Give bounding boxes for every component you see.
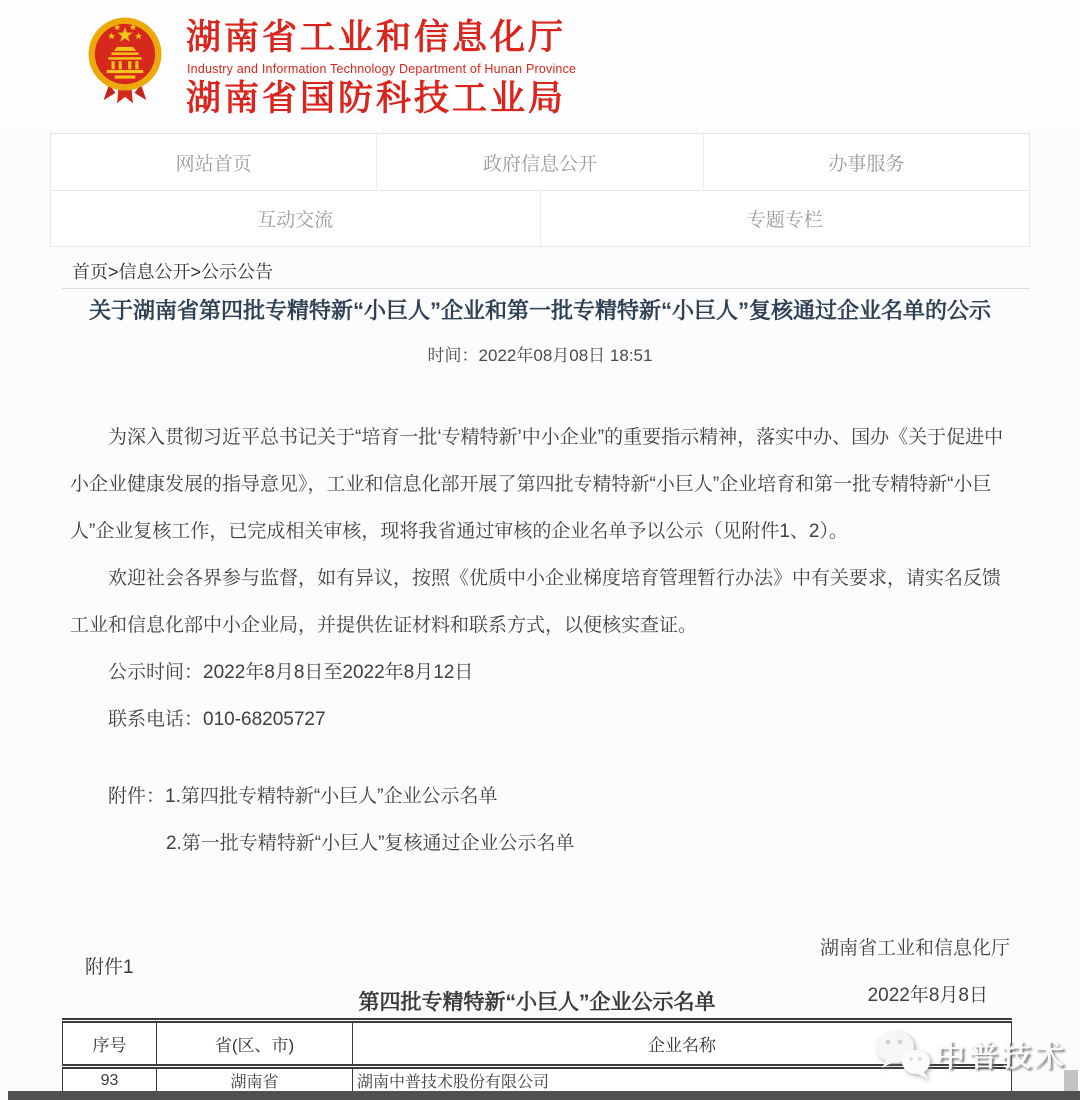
nav-item-gov-info[interactable]: 政府信息公开 — [376, 134, 702, 190]
paragraph-1: 为深入贯彻习近平总书记关于“培育一批‘专精特新’中小企业”的重要指示精神，落实中办、国办《关于促进中小企业健康发展的指导意见》，工业和信息化部开展了第四批专精特新“小巨人”企业培育和第一批专精特新“小巨人”企业复核工作，已完成相关审核，现将我省通过审核的企业名单予以公示（见附件1、2）。 — [70, 427, 1004, 542]
org2-title: 湖南省国防科技工业局 — [186, 79, 567, 118]
site-header — [0, 0, 1080, 130]
cell-index: 93 — [63, 1067, 157, 1093]
article — [70, 297, 1010, 1019]
nav-item-special-topics[interactable]: 专题专栏 — [540, 191, 1030, 246]
cell-province: 湖南省 — [157, 1067, 353, 1093]
breadcrumb-divider — [62, 288, 1030, 289]
nav-item-interaction[interactable]: 互动交流 — [257, 210, 334, 231]
col-header-company: 企业名称 — [353, 1021, 1012, 1067]
article-title: 关于湖南省第四批专精特新“小巨人”企业和第一批专精特新“小巨人”复核通过企业名单的公示 — [88, 298, 991, 323]
table-header-row — [63, 1021, 1012, 1067]
nav-item-services[interactable]: 办事服务 — [703, 134, 1029, 190]
breadcrumb[interactable]: 首页>信息公开>公示公告 — [72, 262, 274, 282]
annex-table-title: 第四批专精特新“小巨人”企业公示名单 — [358, 991, 716, 1014]
contact-phone: 联系电话：010-68205727 — [108, 709, 326, 730]
nav-row-2 — [51, 190, 1029, 246]
org1-subtitle-en: Industry and Information Technology Department of Hunan Province — [187, 62, 577, 76]
publicity-period: 公示时间：2022年8月8日至2022年8月12日 — [108, 662, 474, 683]
signature-date: 2022年8月8日 — [867, 985, 988, 1006]
national-emblem-icon — [85, 16, 165, 108]
bottom-bar — [8, 1091, 1080, 1100]
annex-table — [62, 1018, 1012, 1093]
annex-label: 附件1 — [85, 957, 134, 978]
paragraph-2: 欢迎社会各界参与监督，如有异议，按照《优质中小企业梯度培育管理暂行办法》中有关要求，请实名反馈工业和信息化部中小企业局，并提供佐证材料和联系方式，以便核实查证。 — [70, 568, 1002, 636]
cell-company: 湖南中普技术股份有限公司 — [353, 1067, 1012, 1093]
col-header-index: 序号 — [63, 1021, 157, 1067]
org-title-block — [186, 18, 576, 119]
org1-title: 湖南省工业和信息化厅 — [186, 18, 567, 57]
nav-row-1 — [51, 134, 1029, 190]
attachment-item-1: 附件：1.第四批专精特新“小巨人”企业公示名单 — [108, 786, 498, 807]
article-time: 时间：2022年08月08日 18:51 — [427, 346, 653, 365]
main-nav — [50, 133, 1030, 247]
article-body — [70, 414, 1010, 1019]
attachment-list — [70, 773, 1010, 867]
table-row — [63, 1067, 1012, 1093]
nav-item-home[interactable]: 网站首页 — [175, 153, 252, 175]
col-header-province: 省(区、市) — [157, 1021, 353, 1067]
signature-org: 湖南省工业和信息化厅 — [819, 938, 1010, 959]
attachment-item-2: 2.第一批专精特新“小巨人”复核通过企业公示名单 — [165, 833, 575, 854]
watermark-text: 中普技术 — [936, 1040, 1069, 1073]
